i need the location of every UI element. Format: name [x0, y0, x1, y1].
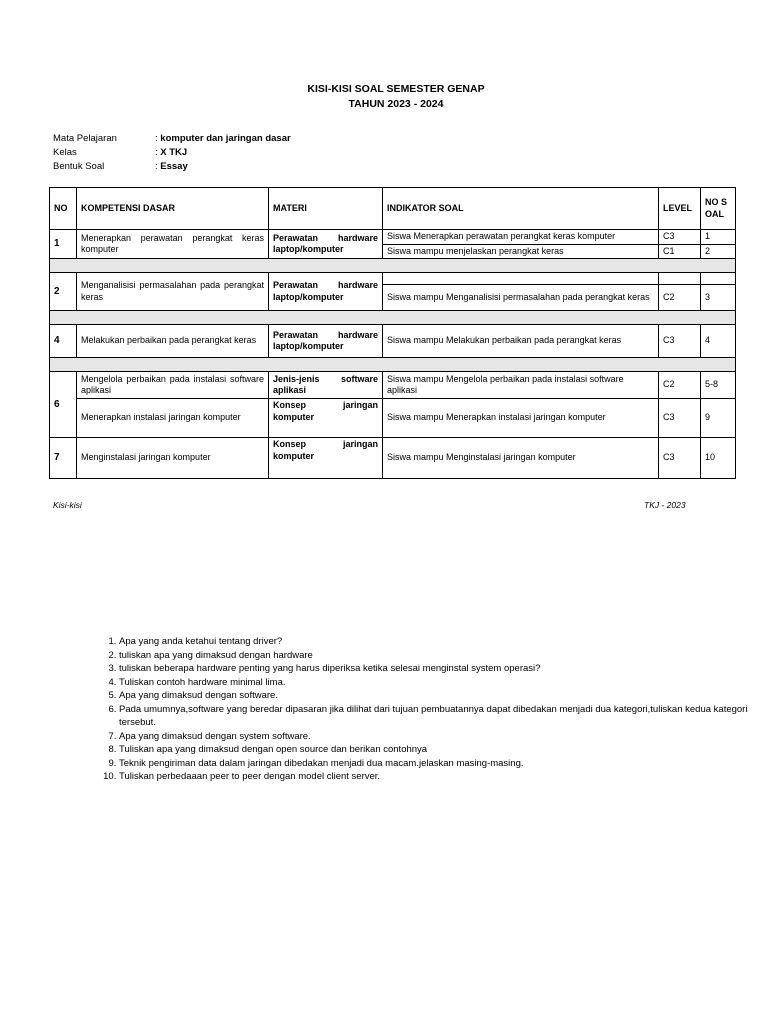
cell-level: C3	[659, 325, 701, 358]
footer-right-text: TKJ - 2023	[644, 500, 686, 510]
cell-indikator: Siswa mampu Menerapkan instalasi jaringan komputer	[383, 399, 659, 438]
table-row	[50, 438, 736, 479]
cell-level: C2	[659, 372, 701, 399]
cell-level-empty	[659, 273, 701, 285]
header-no: NO	[50, 188, 77, 230]
cell-no: 2	[50, 273, 77, 311]
header-kompetensi-dasar: KOMPETENSI DASAR	[77, 188, 269, 230]
question-item: 10. Tuliskan perbedaaan peer to peer dengan model client server.	[119, 770, 764, 784]
meta-value: : X TKJ	[155, 147, 187, 158]
cell-kompetensi: Menginstalasi jaringan komputer	[77, 438, 269, 479]
header-materi: MATERI	[269, 188, 383, 230]
meta-label: Kelas	[53, 146, 77, 158]
cell-level: C3	[659, 230, 701, 245]
header-indikator-soal: INDIKATOR SOAL	[383, 188, 659, 230]
cell-materi: Jenis-jenis software aplikasi	[269, 372, 383, 399]
meta-label: Bentuk Soal	[53, 160, 105, 172]
question-item: 5. Apa yang dimaksud dengan software.	[119, 689, 764, 703]
meta-value: : komputer dan jaringan dasar	[155, 133, 291, 144]
cell-materi: Perawatan hardware laptop/komputer	[269, 273, 383, 311]
cell-kompetensi: Menerapkan perawatan perangkat keras komputer	[77, 230, 269, 259]
table-header-row	[50, 188, 736, 230]
question-item: 8. Tuliskan apa yang dimaksud dengan open source dan berikan contohnya	[119, 743, 764, 757]
cell-level: C3	[659, 399, 701, 438]
table-row	[50, 399, 736, 438]
cell-no: 6	[50, 372, 77, 438]
cell-indikator: Siswa mampu Melakukan perbaikan pada perangkat keras	[383, 325, 659, 358]
cell-indikator: Siswa Menerapkan perawatan perangkat keras komputer	[383, 230, 659, 245]
cell-no-soal: 5-8	[701, 372, 736, 399]
header-level: LEVEL	[659, 188, 701, 230]
cell-level: C3	[659, 438, 701, 479]
question-item: 6. Pada umumnya,software yang beredar dipasaran jika dilihat dari tujuan pembuatannya dapat dibedakan menjadi dua kategori,tuliskan kedua kategori tersebut.	[119, 703, 764, 730]
cell-no-soal: 9	[701, 399, 736, 438]
question-list	[97, 635, 764, 784]
question-item: 3. tuliskan beberapa hardware penting yang harus diperiksa ketika selesai menginstal system operasi?	[119, 662, 764, 676]
kisi-kisi-table	[49, 187, 736, 479]
cell-kompetensi: Mengelola perbaikan pada instalasi software aplikasi	[77, 372, 269, 399]
table-row	[50, 230, 736, 245]
cell-indikator: Siswa mampu Menginstalasi jaringan komputer	[383, 438, 659, 479]
table-spacer-row	[50, 358, 736, 372]
document-meta	[53, 131, 291, 173]
document-subtitle-year: TAHUN 2023 - 2024	[348, 98, 444, 110]
table-spacer-row	[50, 311, 736, 325]
cell-no-soal: 1	[701, 230, 736, 245]
cell-kompetensi: Menganalisisi permasalahan pada perangkat keras	[77, 273, 269, 311]
cell-no: 4	[50, 325, 77, 358]
spacer-cell	[50, 311, 736, 325]
cell-kompetensi: Menerapkan instalasi jaringan komputer	[77, 399, 269, 438]
question-item: 4. Tuliskan contoh hardware minimal lima.	[119, 676, 764, 690]
table-row	[50, 372, 736, 399]
cell-no-soal-empty	[701, 273, 736, 285]
cell-materi: Konsep jaringan komputer	[269, 438, 383, 479]
cell-indikator-empty	[383, 273, 659, 285]
question-item: 9. Teknik pengiriman data dalam jaringan dibedakan menjadi dua macam.jelaskan masing-masing.	[119, 757, 764, 771]
cell-materi: Perawatan hardware laptop/komputer	[269, 230, 383, 259]
cell-no-soal: 4	[701, 325, 736, 358]
meta-row-question-type	[53, 159, 291, 173]
header-no-soal: NO SOAL	[701, 188, 736, 230]
cell-no: 7	[50, 438, 77, 479]
question-item: 2. tuliskan apa yang dimaksud dengan hardware	[119, 649, 764, 663]
cell-level: C2	[659, 285, 701, 311]
cell-indikator: Siswa mampu Menganalisisi permasalahan pada perangkat keras	[383, 285, 659, 311]
cell-no-soal: 3	[701, 285, 736, 311]
cell-materi: Perawatan hardware laptop/komputer	[269, 325, 383, 358]
meta-value: : Essay	[155, 161, 188, 172]
table-row	[50, 273, 736, 285]
cell-no-soal: 2	[701, 244, 736, 259]
meta-label: Mata Pelajaran	[53, 132, 117, 144]
spacer-cell	[50, 358, 736, 372]
cell-indikator: Siswa mampu Mengelola perbaikan pada instalasi software aplikasi	[383, 372, 659, 399]
cell-no-soal: 10	[701, 438, 736, 479]
question-item: 1. Apa yang anda ketahui tentang driver?	[119, 635, 764, 649]
cell-indikator: Siswa mampu menjelaskan perangkat keras	[383, 244, 659, 259]
cell-no: 1	[50, 230, 77, 259]
spacer-cell	[50, 259, 736, 273]
cell-level: C1	[659, 244, 701, 259]
question-item: 7. Apa yang dimaksud dengan system software.	[119, 730, 764, 744]
meta-row-subject	[53, 131, 291, 145]
footer-left-text: Kisi-kisi	[53, 500, 82, 510]
meta-row-class	[53, 145, 291, 159]
table-spacer-row	[50, 259, 736, 273]
table-row	[50, 325, 736, 358]
document-title: KISI-KISI SOAL SEMESTER GENAP	[307, 83, 485, 95]
cell-kompetensi: Melakukan perbaikan pada perangkat keras	[77, 325, 269, 358]
cell-materi: Konsep jaringan komputer	[269, 399, 383, 438]
